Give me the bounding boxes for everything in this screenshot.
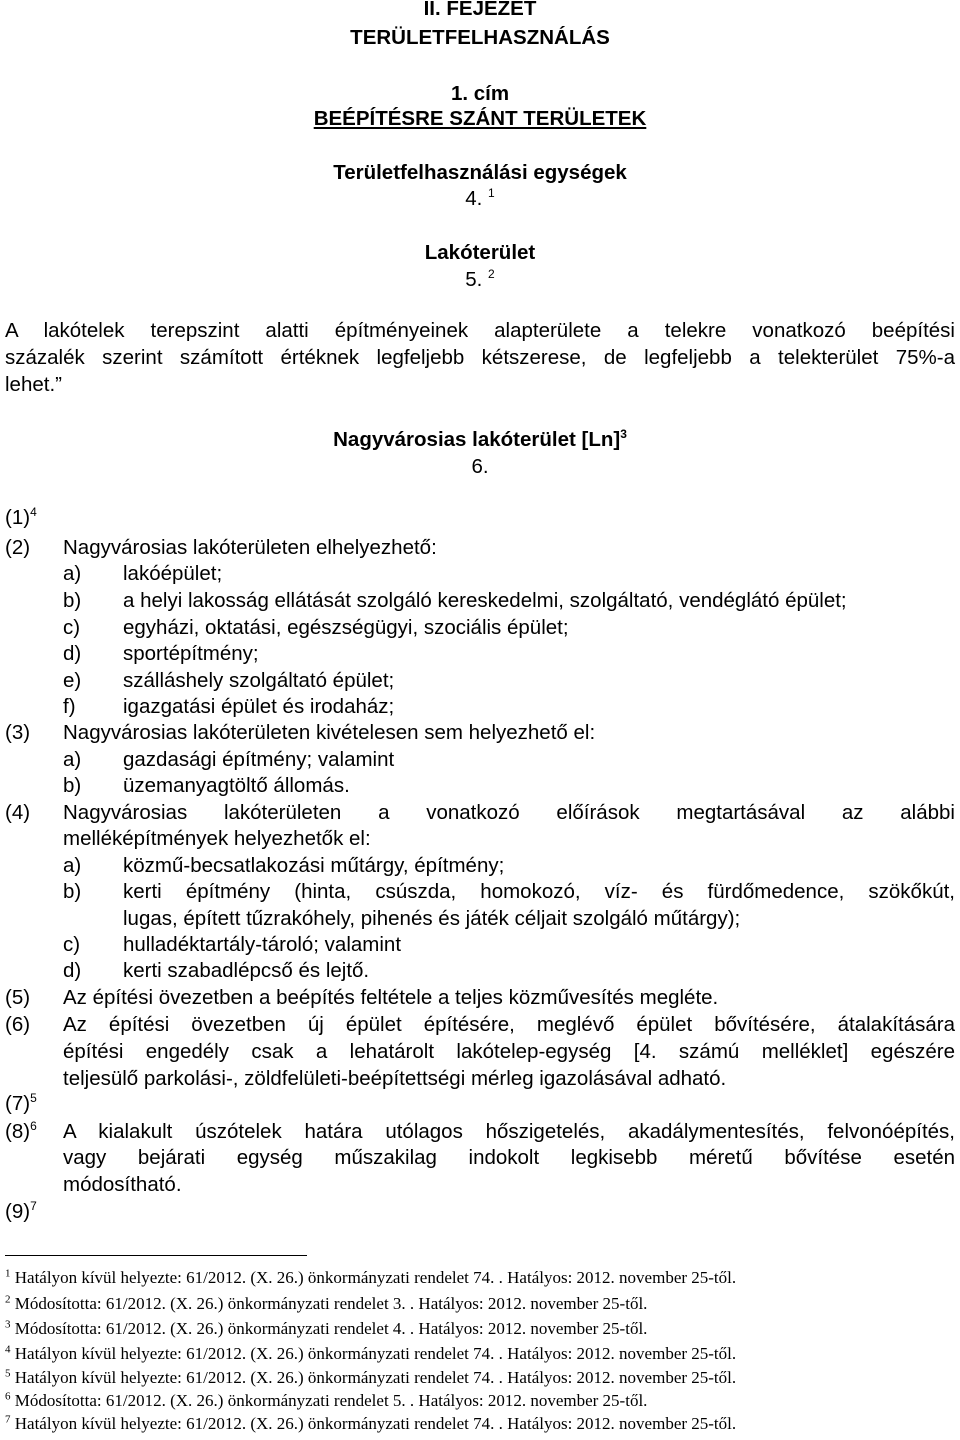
paragraph-number: 5.	[465, 268, 489, 291]
section-units-paragraph	[0, 187, 960, 211]
clause-5-number: (5)	[5, 986, 31, 1009]
footnote: $^4$ Hatályon kívül helyezte: 61/2012. (X. 26.) önkormányzati rendelet 74. . Hatályos: 2012. november 25-től.	[5, 1343, 737, 1363]
list-item-label: a)	[63, 854, 82, 877]
section-units-heading: Területfelhasználási egységek	[333, 161, 627, 184]
list-item-text-line-2: lugas, épített tűzrakóhely, pihenés és játék céljait szolgáló műtárgy);	[123, 907, 741, 930]
section-urban-heading	[0, 428, 960, 452]
list-item-label: a)	[63, 562, 82, 585]
residential-text-line-3: lehet.”	[5, 373, 62, 396]
section-residential-paragraph	[0, 268, 960, 292]
clause-3-number: (3)	[5, 721, 31, 744]
clause-6-text-line-1: Az építési övezetben új épület építésére, meglévő épület bővítésére, átalakítására	[63, 1013, 955, 1036]
list-item-label: c)	[63, 933, 81, 956]
list-item-label: b)	[63, 589, 82, 612]
clause-1-number: $(1)^4$	[5, 505, 37, 529]
clause-2-text: Nagyvárosias lakóterületen elhelyezhető:	[63, 536, 437, 559]
list-item-text: igazgatási épület és irodaház;	[123, 695, 395, 718]
list-item-label: d)	[63, 642, 82, 665]
clause-3-text: Nagyvárosias lakóterületen kivételesen sem helyezhető el:	[63, 721, 596, 744]
list-item-text: szálláshely szolgáltató épület;	[123, 669, 395, 692]
clause-2-number: (2)	[5, 536, 31, 559]
footnote: $^1$ Hatályon kívül helyezte: 61/2012. (X. 26.) önkormányzati rendelet 74. . Hatályos: 2012. november 25-től.	[5, 1267, 737, 1287]
footnote-separator	[5, 1255, 307, 1256]
title-number: 1. cím	[450, 82, 510, 105]
footnote-ref: 5	[30, 1091, 37, 1106]
list-item-label: d)	[63, 959, 82, 982]
list-item-text: kerti szabadlépcső és lejtő.	[123, 959, 370, 982]
clause-4-number: (4)	[5, 801, 31, 824]
clause-7-number: $(7)^5$	[5, 1091, 37, 1115]
chapter-title: TERÜLETFELHASZNÁLÁS	[350, 26, 610, 49]
residential-text-line-1: A lakótelek terepszint alatti építményeinek alapterülete a telekre vonatkozó beépítési	[5, 319, 955, 342]
list-item-text: sportépítmény;	[123, 642, 259, 665]
section-residential-heading: Lakóterület	[424, 241, 536, 264]
footnote-ref: 7	[30, 1199, 37, 1214]
list-item-label: f)	[63, 695, 76, 718]
clause-6-text-line-3: teljesülő parkolási-, zöldfelületi-beépítettségi mérleg igazolásával adható.	[63, 1067, 727, 1090]
heading-text: Nagyvárosias lakóterület [Ln]	[333, 428, 621, 451]
list-item-text: lakóépület;	[123, 562, 223, 585]
list-item-label: b)	[63, 774, 82, 797]
list-item-text: gazdasági építmény; valamint	[123, 748, 395, 771]
residential-text-line-2: százalék szerint számított értéknek legfeljebb kétszerese, de legfeljebb a telekterület 75%-a	[5, 346, 955, 369]
footnote: $^5$ Hatályon kívül helyezte: 61/2012. (X. 26.) önkormányzati rendelet 74. . Hatályos: 2012. november 25-től.	[5, 1367, 737, 1387]
clause-8-text-line-2: vagy bejárati egység műszakilag indokolt legkisebb méretű bővítése esetén	[63, 1146, 955, 1169]
list-item-text: hulladéktartály-tároló; valamint	[123, 933, 402, 956]
clause-8-text-line-1: A kialakult úszótelek határa utólagos hőszigetelés, akadálymentesítés, felvonóépítés,	[63, 1120, 955, 1143]
list-item-label: a)	[63, 748, 82, 771]
clause-5-text: Az építési övezetben a beépítés feltétele a teljes közművesítés megléte.	[63, 986, 719, 1009]
footnote-ref: 2	[488, 267, 495, 282]
footnote-ref: 4	[30, 505, 37, 520]
list-item-text: közmű-becsatlakozási műtárgy, építmény;	[123, 854, 505, 877]
clause-6-number: (6)	[5, 1013, 31, 1036]
clause-4-text-line-1: Nagyvárosias lakóterületen a vonatkozó előírások megtartásával az alábbi	[63, 801, 955, 824]
list-item-text: a helyi lakosság ellátását szolgáló kereskedelmi, szolgáltató, vendéglátó épület;	[123, 589, 847, 612]
footnote-ref: 1	[488, 186, 495, 201]
footnote: $^6$ Módosította: 61/2012. (X. 26.) önkormányzati rendelet 5. . Hatályos: 2012. november 25-től.	[5, 1390, 648, 1410]
list-item-label: c)	[63, 616, 81, 639]
list-item-label: e)	[63, 669, 82, 692]
footnote-ref: 6	[30, 1119, 37, 1134]
list-item-label: b)	[63, 880, 82, 903]
clause-8-number: $(8)^6$	[5, 1119, 37, 1143]
clause-9-number: $(9)^7$	[5, 1199, 37, 1223]
chapter-number: II. FEJEZET	[423, 0, 537, 20]
footnote: $^2$ Módosította: 61/2012. (X. 26.) önkormányzati rendelet 3. . Hatályos: 2012. november 25-től.	[5, 1293, 648, 1313]
title-heading: BEÉPÍTÉSRE SZÁNT TERÜLETEK	[313, 107, 647, 130]
clause-8-text-line-3: módosítható.	[63, 1173, 182, 1196]
list-item-text: üzemanyagtöltő állomás.	[123, 774, 350, 797]
paragraph-number: 4.	[465, 187, 489, 210]
footnote: $^3$ Módosította: 61/2012. (X. 26.) önkormányzati rendelet 4. . Hatályos: 2012. november 25-től.	[5, 1318, 648, 1338]
footnote-ref: 3	[620, 427, 627, 442]
list-item-text-line-1: kerti építmény (hinta, csúszda, homokozó, víz- és fürdőmedence, szökőkút,	[123, 880, 955, 903]
footnote: $^7$ Hatályon kívül helyezte: 61/2012. (X. 26.) önkormányzati rendelet 74. . Hatályos: 2012. november 25-től.	[5, 1413, 737, 1433]
list-item-text: egyházi, oktatási, egészségügyi, szociális épület;	[123, 616, 569, 639]
section-urban-paragraph: 6.	[471, 455, 489, 478]
clause-6-text-line-2: építési engedély csak a lehatárolt lakótelep-egység [4. számú melléklet] egészére	[63, 1040, 955, 1063]
clause-4-text-line-2: melléképítmények helyezhetők el:	[63, 827, 371, 850]
